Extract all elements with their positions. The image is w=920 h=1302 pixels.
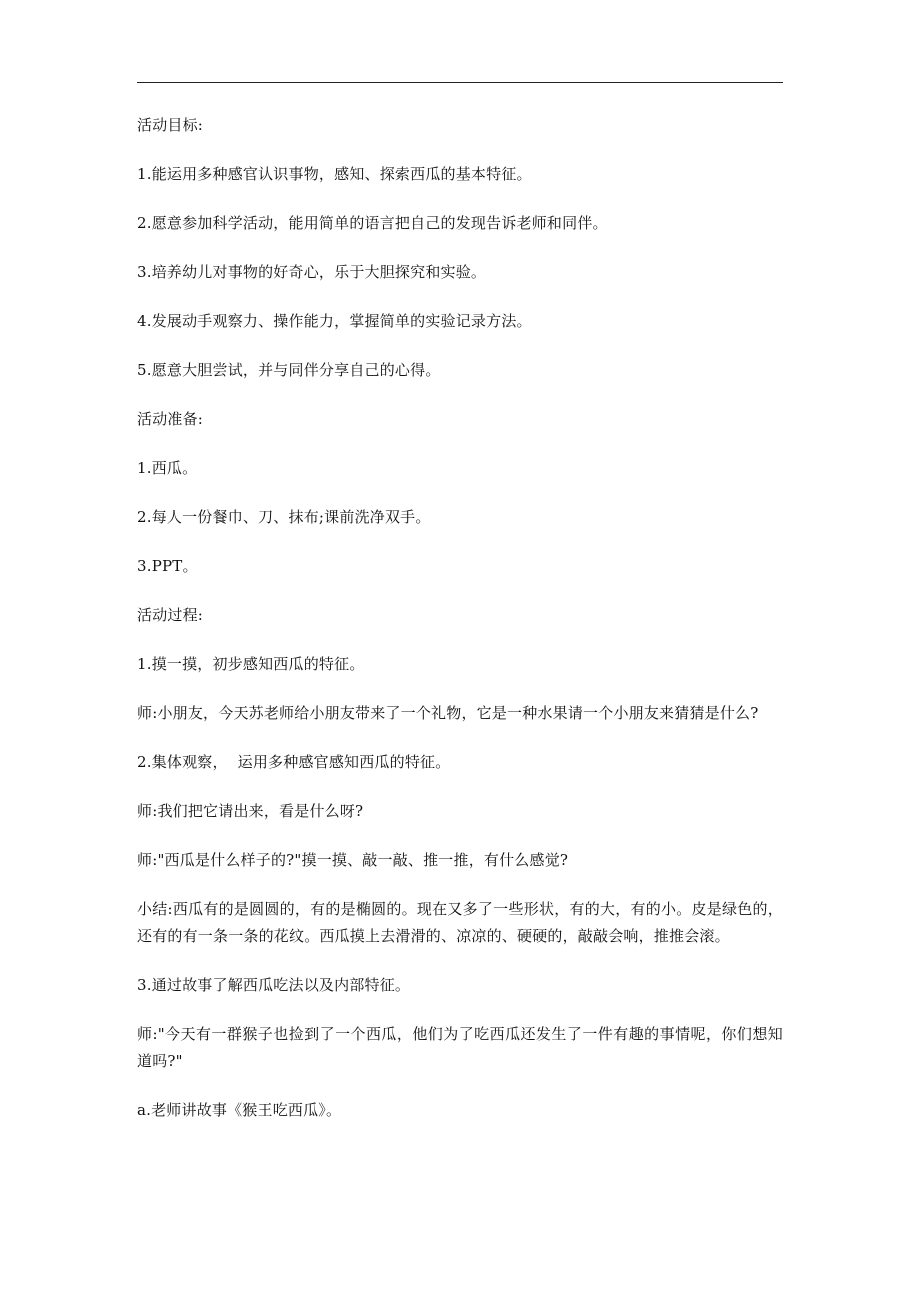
teacher-line-1: 师:小朋友，今天苏老师给小朋友带来了一个礼物，它是一种水果请一个小朋友来猜猜是什么?	[137, 704, 759, 722]
section-heading-process: 活动过程:	[137, 606, 204, 624]
document-body	[137, 112, 783, 1146]
preparation-item-3: 3.PPT。	[137, 557, 198, 575]
teacher-line-4: 师:"今天有一群猴子也捡到了一个西瓜，他们为了吃西瓜还发生了一件有趣的事情呢，你们想知道吗?"	[137, 1025, 783, 1070]
teacher-line-3: 师:"西瓜是什么样子的?"摸一摸、敲一敲、推一推，有什么感觉?	[137, 851, 569, 869]
section-heading-preparation: 活动准备:	[137, 410, 204, 428]
preparation-item-2: 2.每人一份餐巾、刀、抹布;课前洗净双手。	[137, 508, 431, 526]
goal-item-4: 4.发展动手观察力、操作能力，掌握简单的实验记录方法。	[137, 312, 532, 330]
goal-item-1: 1.能运用多种感官认识事物，感知、探索西瓜的基本特征。	[137, 165, 532, 183]
header-rule	[137, 82, 783, 83]
teacher-line-2: 师:我们把它请出来，看是什么呀?	[137, 802, 364, 820]
story-item-a: a.老师讲故事《猴王吃西瓜》。	[137, 1101, 342, 1119]
goal-item-3: 3.培养幼儿对事物的好奇心，乐于大胆探究和实验。	[137, 263, 487, 281]
goal-item-2: 2.愿意参加科学活动，能用简单的语言把自己的发现告诉老师和同伴。	[137, 214, 608, 232]
process-step-3: 3.通过故事了解西瓜吃法以及内部特征。	[137, 976, 411, 994]
goal-item-5: 5.愿意大胆尝试，并与同伴分享自己的心得。	[137, 361, 441, 379]
process-step-1: 1.摸一摸，初步感知西瓜的特征。	[137, 655, 365, 673]
summary-paragraph: 小结:西瓜有的是圆圆的，有的是椭圆的。现在又多了一些形状，有的大，有的小。皮是绿色的，还有的有一条一条的花纹。西瓜摸上去滑滑的、凉凉的、硬硬的，敲敲会响，推推会滚。	[137, 900, 783, 945]
section-heading-goals: 活动目标:	[137, 116, 204, 134]
preparation-item-1: 1.西瓜。	[137, 459, 198, 477]
process-step-2: 2.集体观察， 运用多种感官感知西瓜的特征。	[137, 753, 451, 771]
